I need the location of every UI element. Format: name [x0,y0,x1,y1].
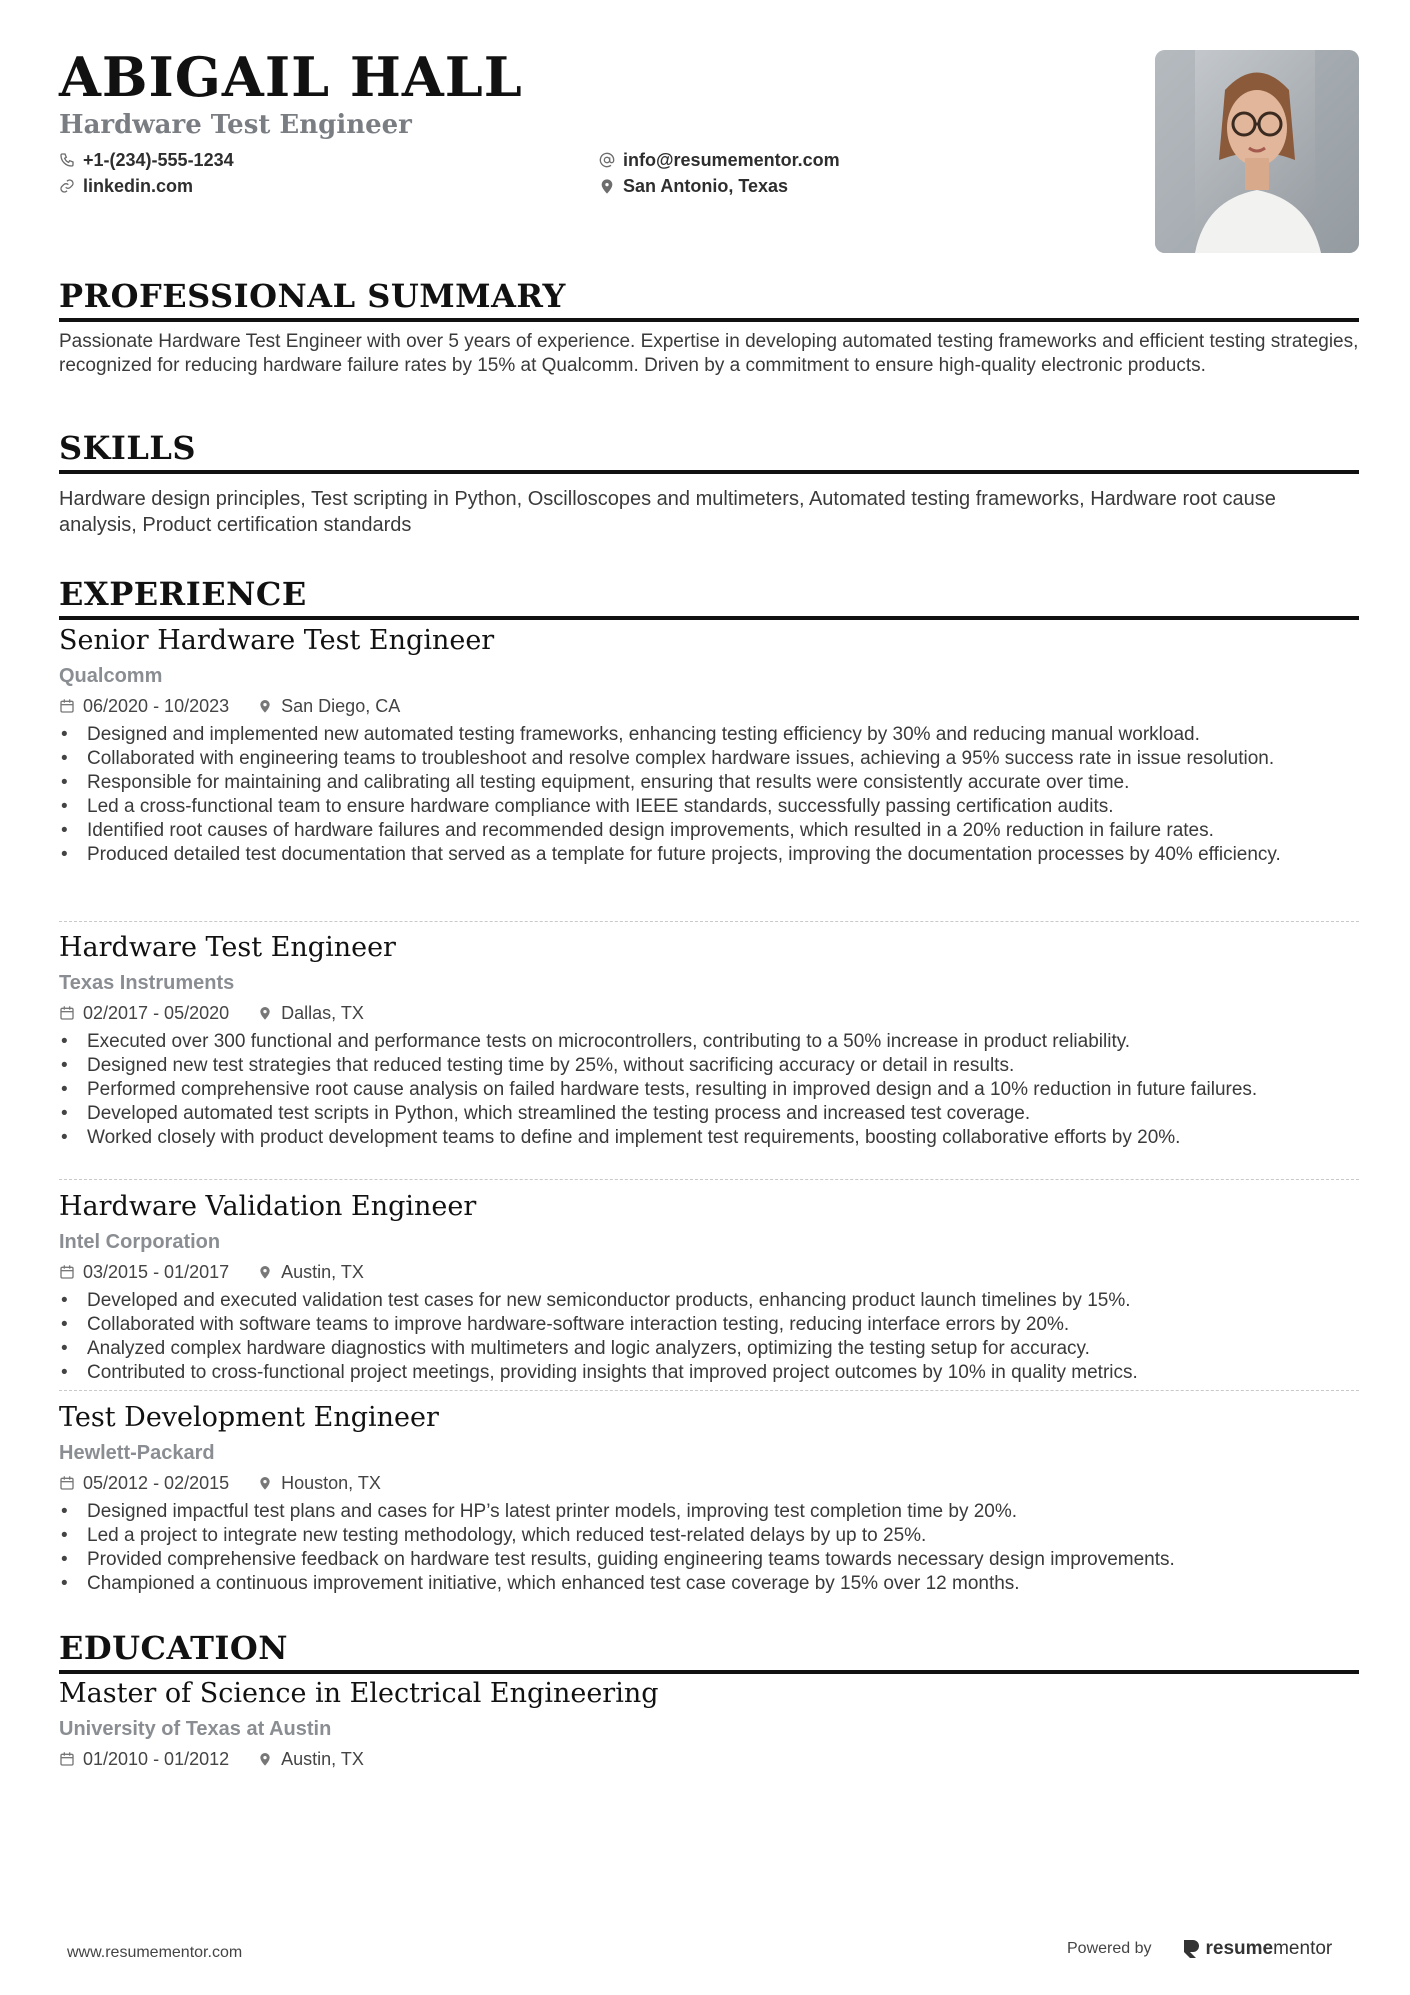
summary-section [59,277,1359,378]
map-pin-icon [599,178,615,194]
job-divider [59,1179,1359,1180]
job-bullet: • Led a cross-functional team to ensure hardware compliance with IEEE standards, successfully passing certification audits. [59,795,1359,819]
job-bullet: • Worked closely with product development teams to define and implement test requirements, boosting collaborative efforts by 20%. [59,1126,1359,1150]
job-meta [59,1004,1359,1022]
job-bullets [59,723,1359,867]
phone-icon [59,152,75,168]
phone-text: +1-(234)-555-1234 [83,150,234,170]
job-title: Hardware Validation Engineer [59,1191,477,1222]
job-meta [59,697,1359,715]
job-bullet: • Performed comprehensive root cause analysis on failed hardware tests, resulting in improved design and a 10% reduction in future failures. [59,1078,1359,1102]
calendar-icon [59,1005,75,1021]
job-meta [59,1474,1359,1492]
job-location: San Diego, CA [281,696,401,716]
location-text: San Antonio, Texas [623,176,789,196]
email-text: info@resumementor.com [623,150,840,170]
job-bullet: • Responsible for maintaining and calibrating all testing equipment, ensuring that results were consistently accurate over time. [59,771,1359,795]
calendar-icon [59,698,75,714]
job-bullet: • Contributed to cross-functional project meetings, providing insights that improved project outcomes by 10% in quality metrics. [59,1361,1359,1385]
job-bullet: • Collaborated with software teams to improve hardware-software interaction testing, reducing interface errors by 20%. [59,1313,1359,1337]
job-title: Hardware Test Engineer [59,932,396,963]
job-divider [59,1390,1359,1391]
link-icon [59,178,75,194]
map-pin-icon [257,698,273,714]
degree-title: Master of Science in Electrical Engineering [59,1678,659,1709]
calendar-icon [59,1751,75,1767]
job-entry [59,627,1359,867]
skills-heading: SKILLS [59,432,1359,474]
linkedin-contact[interactable] [59,177,193,195]
phone-contact [59,151,234,169]
education-dates: 01/2010 - 01/2012 [83,1749,230,1769]
job-bullet: • Developed automated test scripts in Python, which streamlined the testing process and increased test coverage. [59,1102,1359,1126]
calendar-icon [59,1264,75,1280]
job-company: Hewlett-Packard [59,1442,215,1464]
job-bullet: • Designed impactful test plans and cases for HP’s latest printer models, improving test completion time by 20%. [59,1500,1359,1524]
job-bullets [59,1289,1359,1385]
brand-bold-text: resume [1205,1938,1274,1959]
job-location: Dallas, TX [281,1003,364,1023]
education-meta [59,1750,1359,1768]
location-contact [599,177,788,195]
job-dates: 05/2012 - 02/2015 [83,1473,230,1493]
job-location: Austin, TX [281,1262,364,1282]
footer-website[interactable]: www.resumementor.com [67,1944,243,1961]
candidate-role: Hardware Test Engineer [59,110,412,140]
job-entry [59,1404,1359,1596]
job-bullets [59,1500,1359,1596]
job-meta [59,1263,1359,1281]
job-divider [59,921,1359,922]
summary-heading: PROFESSIONAL SUMMARY [59,280,1359,322]
job-company: Texas Instruments [59,972,235,994]
job-bullet: • Analyzed complex hardware diagnostics with multimeters and logic analyzers, optimizing the testing setup for accuracy. [59,1337,1359,1361]
education-location: Austin, TX [281,1749,364,1769]
education-entry [59,1680,1359,1768]
job-dates: 02/2017 - 05/2020 [83,1003,230,1023]
map-pin-icon [257,1475,273,1491]
job-bullet: • Provided comprehensive feedback on hardware test results, guiding engineering teams towards necessary design improvements. [59,1548,1359,1572]
school-name: University of Texas at Austin [59,1718,332,1740]
job-dates: 06/2020 - 10/2023 [83,696,230,716]
job-bullet: • Led a project to integrate new testing methodology, which reduced test-related delays by up to 25%. [59,1524,1359,1548]
job-bullet: • Produced detailed test documentation that served as a template for future projects, improving the documentation processes by 40% efficiency. [59,843,1359,867]
job-entry [59,1193,1359,1385]
job-title: Senior Hardware Test Engineer [59,625,495,656]
map-pin-icon [257,1005,273,1021]
job-company: Intel Corporation [59,1231,221,1253]
linkedin-text: linkedin.com [83,176,194,196]
at-icon [599,152,615,168]
footer-branding [1067,1938,1332,1960]
job-bullet: • Designed new test strategies that reduced testing time by 25%, without sacrificing accuracy or detail in results. [59,1054,1359,1078]
brand-light-text: mentor [1273,1938,1333,1959]
experience-heading: EXPERIENCE [59,578,1359,620]
profile-photo [1155,50,1359,253]
skills-section [59,429,1359,538]
job-bullet: • Designed and implemented new automated testing frameworks, enhancing testing efficiency by 30% and reducing manual workload. [59,723,1359,747]
map-pin-icon [257,1751,273,1767]
job-title: Test Development Engineer [59,1402,439,1433]
summary-text: Passionate Hardware Test Engineer with over 5 years of experience. Expertise in developing automated testing frameworks and efficient testing strategies, recognized for reducing hardware failure rates by 15% at Qualcomm. Driven by a commitment to ensure high-quality electronic products. [59,331,1359,376]
job-dates: 03/2015 - 01/2017 [83,1262,230,1282]
job-location: Houston, TX [281,1473,381,1493]
resumementor-logo-icon [1182,1938,1200,1960]
job-bullet: • Identified root causes of hardware failures and recommended design improvements, which resulted in a 20% reduction in failure rates. [59,819,1359,843]
education-heading: EDUCATION [59,1632,1359,1674]
job-entry [59,934,1359,1150]
map-pin-icon [257,1264,273,1280]
job-bullet: • Developed and executed validation test cases for new semiconductor products, enhancing product launch timelines by 15%. [59,1289,1359,1313]
job-bullet: • Collaborated with engineering teams to troubleshoot and resolve complex hardware issues, achieving a 95% success rate in issue resolution. [59,747,1359,771]
job-bullet: • Championed a continuous improvement initiative, which enhanced test case coverage by 15% over 12 months. [59,1572,1359,1596]
avatar-illustration [1155,50,1359,253]
job-bullets [59,1030,1359,1150]
email-contact[interactable] [599,151,840,169]
job-bullet: • Executed over 300 functional and performance tests on microcontrollers, contributing to a 50% increase in product reliability. [59,1030,1359,1054]
powered-by-label: Powered by [1067,1940,1152,1957]
job-company: Qualcomm [59,665,163,687]
skills-text: Hardware design principles, Test scripting in Python, Oscilloscopes and multimeters, Automated testing frameworks, Hardware root cause analysis, Product certification standards [59,488,1276,536]
education-section [59,1629,1359,1674]
brand-logo[interactable] [1182,1938,1333,1960]
calendar-icon [59,1475,75,1491]
experience-section [59,575,1359,620]
candidate-name: ABIGAIL HALL [59,45,523,109]
